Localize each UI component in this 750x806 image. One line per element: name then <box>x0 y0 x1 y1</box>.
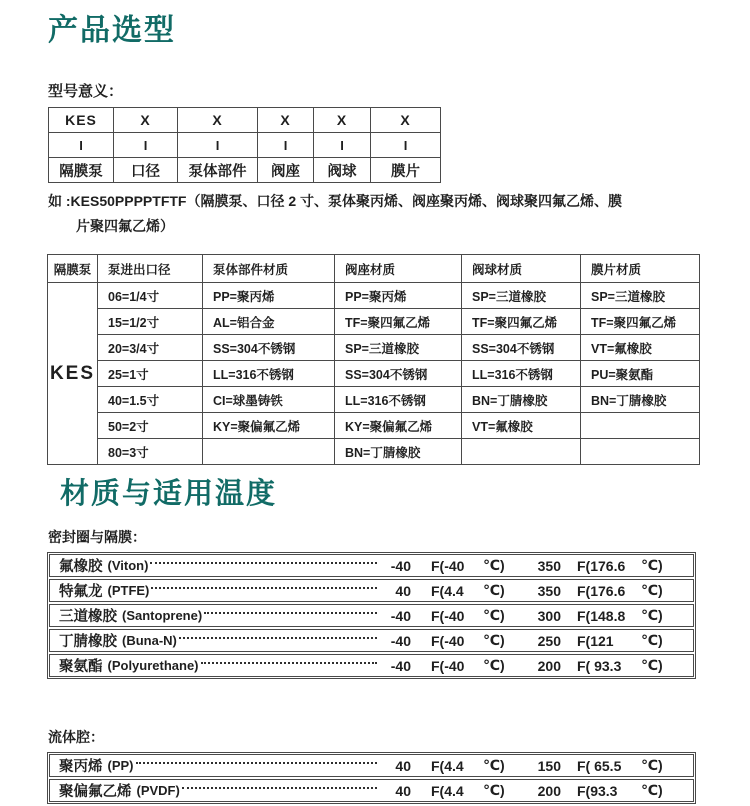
temp-row <box>49 579 694 602</box>
material-name-cn: 氟橡胶 <box>59 559 103 575</box>
selection-cell <box>462 439 581 465</box>
temp-row <box>49 754 694 777</box>
selection-header-cell: 泵进出口径 <box>98 255 203 283</box>
temp-row <box>49 554 694 577</box>
max-temp-c: F(121 <box>577 632 614 649</box>
selection-cell: BN=丁腈橡胶 <box>335 439 462 465</box>
min-temp-f: -40 <box>390 657 411 674</box>
selection-cell: SP=三道橡胶 <box>581 283 700 309</box>
model-meaning-label: 型号意义： <box>48 83 124 100</box>
max-temp-c: F(93.3 <box>577 782 618 799</box>
fluid-temperature-table <box>47 752 696 804</box>
max-temp-c: F( 65.5 <box>577 757 622 774</box>
max-temp-f: 350 <box>537 582 561 599</box>
model-code-cell: X <box>371 108 441 133</box>
selection-cell: TF=聚四氟乙烯 <box>335 309 462 335</box>
max-temp-f: 350 <box>537 557 561 574</box>
selection-cell: 15=1/2寸 <box>98 309 203 335</box>
model-bar-cell: I <box>114 133 178 158</box>
model-bar-cell: I <box>314 133 371 158</box>
selection-header-cell: 阀座材质 <box>335 255 462 283</box>
selection-cell: SP=三道橡胶 <box>462 283 581 309</box>
selection-cell: BN=丁腈橡胶 <box>462 387 581 413</box>
dot-leader <box>182 787 377 789</box>
min-temp-unit: ℃) <box>483 607 505 623</box>
min-temp-f: -40 <box>390 632 411 649</box>
dot-leader <box>151 587 377 589</box>
selection-cell <box>581 413 700 439</box>
min-temp-f: -40 <box>390 607 411 624</box>
min-temp-c: F(-40 <box>431 657 465 674</box>
selection-cell: PP=聚丙烯 <box>335 283 462 309</box>
material-name-en: (PVDF) <box>136 783 180 798</box>
model-bar-cell: I <box>178 133 258 158</box>
max-temp-unit: ℃) <box>641 757 663 773</box>
selection-row <box>48 361 700 387</box>
selection-cell: KY=聚偏氟乙烯 <box>203 413 335 439</box>
seal-temperature-table <box>47 552 696 679</box>
max-temp-unit: ℃) <box>641 607 663 623</box>
selection-cell: PU=聚氨酯 <box>581 361 700 387</box>
model-name-cell: 阀座 <box>258 158 314 183</box>
selection-cell: LL=316不锈钢 <box>203 361 335 387</box>
model-code-cell: X <box>314 108 371 133</box>
model-bar-cell: I <box>49 133 114 158</box>
selection-cell: LL=316不锈钢 <box>462 361 581 387</box>
dot-leader <box>150 562 377 564</box>
selection-cell: LL=316不锈钢 <box>335 387 462 413</box>
model-code-cell: X <box>258 108 314 133</box>
selection-cell: SP=三道橡胶 <box>335 335 462 361</box>
min-temp-unit: ℃) <box>483 657 505 673</box>
selection-cell: 25=1寸 <box>98 361 203 387</box>
selection-cell: AL=铝合金 <box>203 309 335 335</box>
model-name-cell: 隔膜泵 <box>49 158 114 183</box>
dot-leader <box>204 612 377 614</box>
selection-cell: BN=丁腈橡胶 <box>581 387 700 413</box>
min-temp-unit: ℃) <box>483 557 505 573</box>
min-temp-unit: ℃) <box>483 757 505 773</box>
min-temp-f: 40 <box>395 757 411 774</box>
max-temp-f: 250 <box>537 632 561 649</box>
min-temp-f: 40 <box>395 782 411 799</box>
min-temp-f: 40 <box>395 582 411 599</box>
material-name-en: (PP) <box>107 758 134 773</box>
max-temp-unit: ℃) <box>641 657 663 673</box>
selection-row <box>48 439 700 465</box>
selection-table <box>47 254 700 465</box>
selection-cell: PP=聚丙烯 <box>203 283 335 309</box>
section2-title: 材质与适用温度 <box>60 478 278 510</box>
min-temp-c: F(4.4 <box>431 757 464 774</box>
model-code-cell: X <box>114 108 178 133</box>
material-name-en: (Buna-N) <box>122 633 177 648</box>
material-name-cn: 聚偏氟乙烯 <box>59 784 132 800</box>
model-code-cell: X <box>178 108 258 133</box>
material-name-en: (Polyurethane) <box>107 658 199 673</box>
min-temp-f: -40 <box>390 557 411 574</box>
selection-cell: VT=氟橡胶 <box>581 335 700 361</box>
seal-diaphragm-label: 密封圈与隔膜： <box>48 529 146 545</box>
selection-cell: 40=1.5寸 <box>98 387 203 413</box>
min-temp-unit: ℃) <box>483 632 505 648</box>
selection-row <box>48 387 700 413</box>
selection-cell <box>203 439 335 465</box>
max-temp-c: F( 93.3 <box>577 657 622 674</box>
model-bar-cell: I <box>371 133 441 158</box>
selection-cell: SS=304不锈钢 <box>203 335 335 361</box>
max-temp-unit: ℃) <box>641 782 663 798</box>
min-temp-c: F(4.4 <box>431 582 464 599</box>
model-code-table <box>48 107 441 183</box>
selection-header-cell: 膜片材质 <box>581 255 700 283</box>
selection-cell: TF=聚四氟乙烯 <box>462 309 581 335</box>
selection-cell: 06=1/4寸 <box>98 283 203 309</box>
max-temp-c: F(176.6 <box>577 582 626 599</box>
model-series-cell: KES <box>48 283 98 465</box>
model-name-cell: 口径 <box>114 158 178 183</box>
selection-cell: KY=聚偏氟乙烯 <box>335 413 462 439</box>
selection-cell: SS=304不锈钢 <box>335 361 462 387</box>
min-temp-c: F(-40 <box>431 632 465 649</box>
material-name-en: (Santoprene) <box>122 608 203 623</box>
max-temp-unit: ℃) <box>641 582 663 598</box>
model-name-cell: 膜片 <box>371 158 441 183</box>
model-code-cell: KES <box>49 108 114 133</box>
selection-row <box>48 413 700 439</box>
model-name-cell: 阀球 <box>314 158 371 183</box>
max-temp-c: F(176.6 <box>577 557 626 574</box>
selection-cell: CI=球墨铸铁 <box>203 387 335 413</box>
max-temp-f: 150 <box>537 757 561 774</box>
fluid-chamber-label: 流体腔： <box>48 729 104 745</box>
max-temp-unit: ℃) <box>641 632 663 648</box>
model-code-row <box>49 108 441 133</box>
max-temp-unit: ℃) <box>641 557 663 573</box>
min-temp-c: F(-40 <box>431 557 465 574</box>
selection-row <box>48 309 700 335</box>
temp-row <box>49 629 694 652</box>
min-temp-unit: ℃) <box>483 582 505 598</box>
selection-cell: TF=聚四氟乙烯 <box>581 309 700 335</box>
selection-header-row <box>48 255 700 283</box>
max-temp-c: F(148.8 <box>577 607 626 624</box>
max-temp-f: 200 <box>537 782 561 799</box>
selection-cell: 20=3/4寸 <box>98 335 203 361</box>
model-example-line2: 片聚四氟乙烯） <box>76 218 174 234</box>
max-temp-f: 300 <box>537 607 561 624</box>
selection-cell: VT=氟橡胶 <box>462 413 581 439</box>
model-example <box>48 189 750 239</box>
min-temp-unit: ℃) <box>483 782 505 798</box>
selection-header-cell: 泵体部件材质 <box>203 255 335 283</box>
selection-cell: 50=2寸 <box>98 413 203 439</box>
temp-row <box>49 779 694 802</box>
material-name-cn: 聚丙烯 <box>59 759 103 775</box>
temp-row <box>49 654 694 677</box>
selection-header-cell: 阀球材质 <box>462 255 581 283</box>
min-temp-c: F(-40 <box>431 607 465 624</box>
material-name-en: (Viton) <box>107 558 149 573</box>
material-name-en: (PTFE) <box>107 583 150 598</box>
model-example-line1: 如 :KES50PPPPTFTF（隔膜泵、口径 2 寸、泵体聚丙烯、阀座聚丙烯、阀球聚四氟乙烯、膜 <box>48 193 623 209</box>
selection-cell: 80=3寸 <box>98 439 203 465</box>
page-title: 产品选型 <box>48 14 176 47</box>
selection-row <box>48 335 700 361</box>
min-temp-c: F(4.4 <box>431 782 464 799</box>
selection-cell: SS=304不锈钢 <box>462 335 581 361</box>
dot-leader <box>179 637 377 639</box>
temp-row <box>49 604 694 627</box>
model-bar-row <box>49 133 441 158</box>
model-bar-cell: I <box>258 133 314 158</box>
dot-leader <box>136 762 378 764</box>
dot-leader <box>201 662 377 664</box>
max-temp-f: 200 <box>537 657 561 674</box>
material-name-cn: 三道橡胶 <box>59 609 117 625</box>
selection-cell <box>581 439 700 465</box>
material-name-cn: 聚氨酯 <box>59 659 103 675</box>
material-name-cn: 特氟龙 <box>59 584 103 600</box>
selection-header-cell: 隔膜泵 <box>48 255 98 283</box>
selection-row <box>48 283 700 309</box>
model-name-cell: 泵体部件 <box>178 158 258 183</box>
model-name-row <box>49 158 441 183</box>
material-name-cn: 丁腈橡胶 <box>59 634 117 650</box>
